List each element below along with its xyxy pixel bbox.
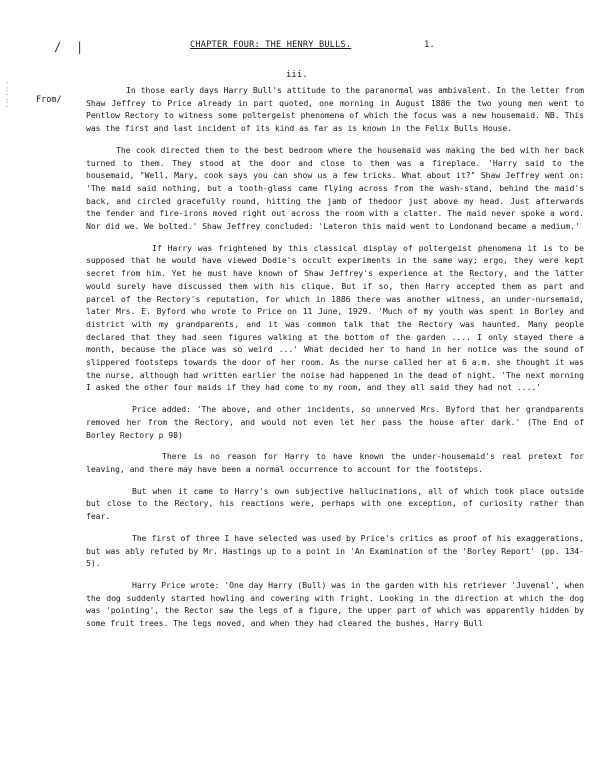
paragraph-4: Price added: 'The above, and other incidents, so unnerved Mrs. Byford that her grandparents removed her from the Rectory, and would not even let her pass the house after dark.' (The End of Borley Rectory p 98): [86, 404, 584, 440]
paragraph-6: But when it came to Harry's own subjective hallucinations, all of which took place outside but close to the Rectory, his reactions were, perhaps with one exception, of curiosity rather than fear.: [86, 485, 584, 522]
margin-slash-mark: /: [54, 40, 62, 54]
document-body: [86, 84, 584, 639]
page-number: 1.: [424, 40, 435, 50]
margin-bar-mark: |: [76, 40, 84, 54]
paragraph-2: The cook directed them to the best bedroom where the housemaid was making the bed with her back turned to them. They stood at the door and close to them was a fireplace. 'Harry said to the housemaid, "Well, Mary, cook says you can show us a few tricks. What about it?" Shaw Jeffrey went on: 'The maid said nothing, but a tooth-glass came flying across from the wash-stand, behind the maid's back, and circled gracefully round, hitting the jamb of thedoor just above my head. Just afterwards the fender and fire-irons moved right out across the room with a clatter. The maid never spoke a word. Nor did we. We bolted.' Shaw Jeffrey concluded: 'Lateron this maid went to Londonand became a medium.': [86, 144, 584, 232]
margin-note: From/: [36, 95, 62, 105]
section-number: iii.: [286, 70, 308, 80]
chapter-heading: CHAPTER FOUR: THE HENRY BULLS.: [190, 40, 352, 50]
paragraph-3: If Harry was frightened by this classical display of poltergeist phenomena it is to be supposed that he would have viewed Dodie's occult experiments in the same way; ergo, they were kept secret from him. Yet he must have known of Shaw Jeffrey's experience at the Rectory, and the latter would surely have discussed them with his clique. But if so, then Harry accepted them as part and parcel of the Rectory's reputation, for which in 1886 there was another witness, an under-nursemaid, later Mrs. E. Byford who wrote to Price on 11 June, 1929. 'Much of my youth was spent in Borley and district with my grandparents, and it was common talk that the Rectory was haunted. Many people declared that they had seen figures walking at the bottom of the garden .... I only stayed there a month, because the place was so weird ...' What decided her to hand in her notice was the sound of slippered footsteps towards the door of her room. As the nurse called her at 6 a.m. she thought it was the nurse, although had written earlier the noise had happened in the dead of night. 'The next morning I asked the other four maids if they had come to my room, and they all said they had not ....': [86, 242, 584, 393]
paragraph-7: The first of three I have selected was used by Price's critics as proof of his exaggerations, but was ably refuted by Mr. Hastings up to a point in 'An Examination of the 'Borley Report' (pp. 134-5).: [86, 532, 584, 569]
paragraph-5: There is no reason for Harry to have known the under-housemaid's real pretext for leaving, and there may have been a normal occurrence to account for the footsteps.: [86, 451, 584, 474]
paragraph-1: In those early days Harry Bull's attitude to the paranormal was ambivalent. In the letter from Shaw Jeffrey to Price already in part quoted, one morning in August 1886 the two young men went to Pentlow Rectory to witness some poltergeist phenomena of which the focus was a new housemaid. NB. This was the first and last incident of its kind as far as is known in the Felix Bulls House.: [86, 85, 584, 134]
binding-hole-smudge: · : · : ·: [5, 79, 10, 111]
paragraph-8: Harry Price wrote: 'One day Harry (Bull) was in the garden with his retriever 'Juvenal', when the dog suddenly started howling and cowering with fright. Looking in the direction at which the dog was 'pointing', the Rector saw the legs of a figure, the upper part of which was apparently hidden by some fruit trees. The legs moved, and when they had cleared the bushes, Harry Bull: [86, 579, 584, 629]
